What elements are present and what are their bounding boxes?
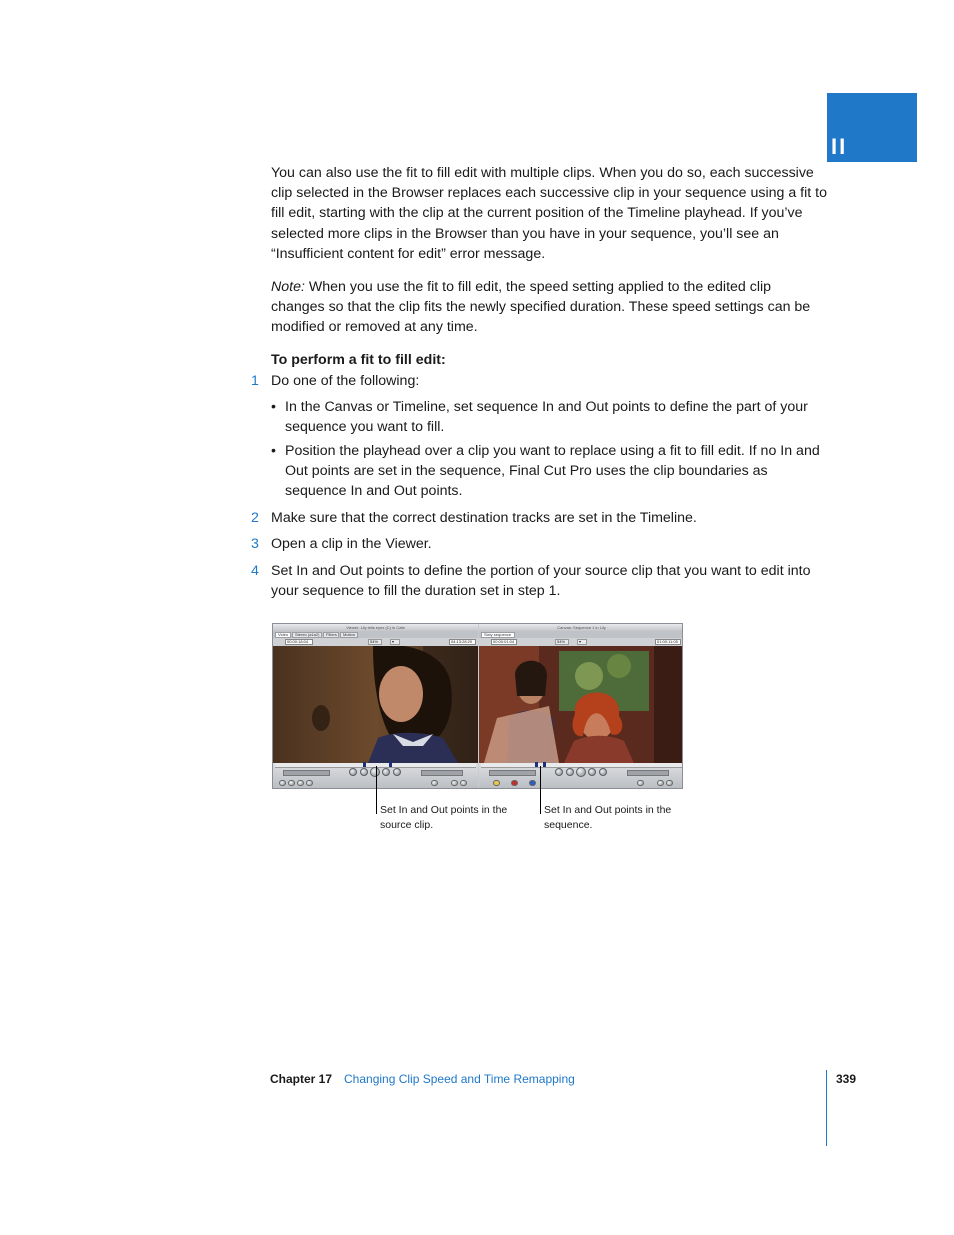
canvas-play-button[interactable] <box>576 767 586 777</box>
canvas-tab-sequence[interactable]: Sixty sequence <box>481 632 515 638</box>
callout-sequence: Set In and Out points in the sequence. <box>544 804 672 831</box>
viewer-play-in-to-out-button[interactable] <box>349 768 357 776</box>
viewer-canvas-screenshot <box>272 623 683 789</box>
footer-chapter-title[interactable]: Changing Clip Speed and Time Remapping <box>344 1072 575 1086</box>
step-number: 1 <box>251 373 259 389</box>
canvas-zoom-popup[interactable]: 54% <box>555 639 569 645</box>
canvas-replace-edit-button[interactable] <box>529 780 536 786</box>
viewer-next-edit-button[interactable] <box>382 768 390 776</box>
canvas-transport-controls <box>479 763 683 789</box>
viewer-frame-image <box>273 646 478 763</box>
step-number: 2 <box>251 510 259 526</box>
canvas-video-frame <box>479 646 683 763</box>
viewer-shuttle-control[interactable] <box>283 770 330 776</box>
step-text: Make sure that the correct destination tracks are set in the Timeline. <box>271 510 697 526</box>
paragraph-fit-to-fill-multiple: You can also use the fit to fill edit with multiple clips. When you do so, each successive clip selected in the Browser replaces each successive clip in your sequence using a fit to fill edit, starting with the clip at the current position of the Timeline playhead. If you’ve selected more clips in the Browser than you have in your sequence, you’ll see an “Insufficient content for edit” error message. <box>271 165 827 262</box>
canvas-insert-edit-button[interactable] <box>493 780 500 786</box>
viewer-in-point-marker[interactable] <box>363 762 366 767</box>
note-paragraph <box>271 277 827 338</box>
canvas-current-timecode[interactable]: 01:00:11:05 <box>655 639 681 645</box>
viewer-recent-clips-button[interactable] <box>460 780 467 786</box>
bullet-mark: • <box>271 443 276 459</box>
viewer-tabs <box>273 631 478 638</box>
canvas-overwrite-edit-button[interactable] <box>511 780 518 786</box>
viewer-add-keyframe-button[interactable] <box>297 780 304 786</box>
viewer-view-popup[interactable]: ▾ <box>390 639 400 645</box>
canvas-play-in-to-out-button[interactable] <box>555 768 563 776</box>
canvas-out-point-marker[interactable] <box>543 762 546 767</box>
viewer-tab-video[interactable]: Video <box>275 632 291 638</box>
viewer-title: Viewer: Lily tells eyes (C) in Cafe <box>273 624 478 631</box>
viewer-play-button[interactable] <box>370 767 380 777</box>
canvas-mark-out-button[interactable] <box>657 780 664 786</box>
canvas-title: Canvas: Sequence 1 in Lily <box>479 624 683 631</box>
viewer-match-frame-button[interactable] <box>279 780 286 786</box>
bullet-mark: • <box>271 399 276 415</box>
viewer-play-around-button[interactable] <box>393 768 401 776</box>
canvas-timecode-row <box>479 638 683 646</box>
note-label: Note: <box>271 279 305 295</box>
bullet-text: In the Canvas or Timeline, set sequence In and Out points to define the part of your sequence you want to fill. <box>285 399 808 436</box>
canvas-tabs <box>479 631 683 638</box>
canvas-view-popup[interactable]: ▾ <box>577 639 587 645</box>
step-number: 3 <box>251 536 259 552</box>
viewer-jog-control[interactable] <box>421 770 463 776</box>
step-text: Open a clip in the Viewer. <box>271 536 432 552</box>
callout-source-clip: Set In and Out points in the source clip. <box>380 804 508 831</box>
canvas-mark-in-button[interactable] <box>637 780 644 786</box>
viewer-mark-out-button[interactable] <box>451 780 458 786</box>
footer-divider <box>826 1070 827 1146</box>
viewer-out-point-marker[interactable] <box>389 762 392 767</box>
viewer-zoom-popup[interactable]: 54% <box>368 639 382 645</box>
viewer-tab-stereo[interactable]: Stereo (a1a2) <box>292 632 322 638</box>
step-text: Do one of the following: <box>271 373 420 389</box>
part-tab-label: II <box>831 134 848 159</box>
viewer-window <box>273 624 478 789</box>
canvas-frame-image <box>479 646 683 763</box>
part-tab <box>827 93 917 162</box>
viewer-tab-motion[interactable]: Motion <box>340 632 358 638</box>
viewer-previous-edit-button[interactable] <box>360 768 368 776</box>
canvas-shuttle-control[interactable] <box>489 770 536 776</box>
step-number: 4 <box>251 563 259 579</box>
canvas-play-around-button[interactable] <box>599 768 607 776</box>
canvas-jog-control[interactable] <box>627 770 669 776</box>
viewer-add-marker-button[interactable] <box>306 780 313 786</box>
page-number: 339 <box>836 1072 857 1086</box>
note-text: When you use the fit to fill edit, the speed setting applied to the edited clip changes so that the clip fits the newly specified duration. These speed settings can be modified or removed at any time. <box>271 279 811 336</box>
callout-line-source <box>376 766 377 814</box>
canvas-add-marker-button[interactable] <box>666 780 673 786</box>
procedure-heading: To perform a fit to fill edit: <box>271 352 446 368</box>
viewer-mark-in-button[interactable] <box>431 780 438 786</box>
canvas-window <box>479 624 683 789</box>
step-text: Set In and Out points to define the portion of your source clip that you want to edit into your sequence to fill the duration set in step 1. <box>271 563 811 600</box>
viewer-tab-filters[interactable]: Filters <box>323 632 339 638</box>
canvas-duration-timecode[interactable]: 00:00:01:04 <box>491 639 517 645</box>
viewer-current-timecode[interactable]: 04:13:28:20 <box>449 639 476 645</box>
footer-chapter: Chapter 17 <box>270 1072 333 1086</box>
canvas-in-point-marker[interactable] <box>535 762 538 767</box>
bullet-text: Position the playhead over a clip you want to replace using a fit to fill edit. If no In and Out points are set in the sequence, Final Cut Pro uses the clip boundaries as sequence In and Out points. <box>285 443 820 500</box>
viewer-mark-clip-button[interactable] <box>288 780 295 786</box>
callout-line-sequence <box>540 766 541 814</box>
canvas-next-edit-button[interactable] <box>588 768 596 776</box>
viewer-video-frame <box>273 646 478 763</box>
viewer-duration-timecode[interactable]: 00:00:18:04 <box>285 639 313 645</box>
canvas-previous-edit-button[interactable] <box>566 768 574 776</box>
viewer-timecode-row <box>273 638 478 646</box>
